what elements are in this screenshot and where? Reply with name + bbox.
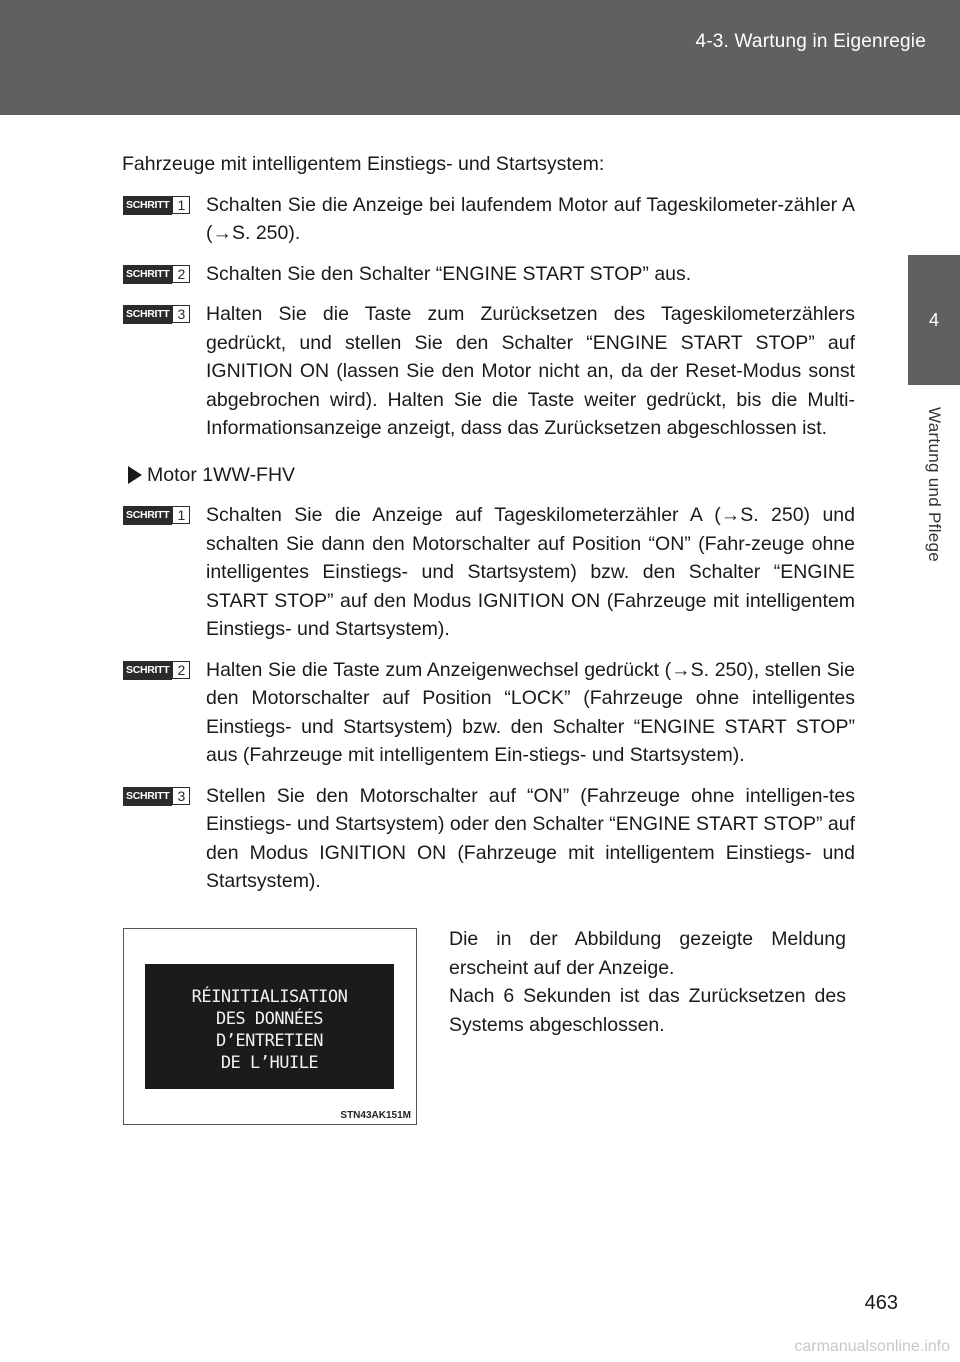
step-badge [123, 661, 190, 680]
step-badge-word: SCHRITT [123, 196, 172, 215]
step-badge-word: SCHRITT [123, 661, 172, 680]
step-text: Schalten Sie die Anzeige auf Tageskilometerzähler A (→S. 250) und schalten Sie dann den Motorschalter auf Position “ON” (Fahr-zeuge ohne intelligentes Einstiegs- und Startsystem) bzw. den Schalter “ENGINE START STOP” auf den Modus IGNITION ON (Fahrzeuge mit intelligentem Einstiegs- und Startsystem). [206, 504, 855, 640]
step-text: Stellen Sie den Motorschalter auf “ON” (Fahrzeuge ohne intelligen-tes Einstiegs- und Startsystem) oder den Schalter “ENGINE START STOP” auf den Modus IGNITION ON (Fahrzeuge mit intelligentem Einstiegs- und Startsystem). [206, 784, 855, 892]
chapter-side-tab [908, 115, 960, 1362]
step-badge-number: 3 [172, 787, 190, 805]
page-header [0, 0, 960, 115]
step-badge [123, 265, 190, 284]
display-line: DES DONNÉES [215, 1009, 324, 1029]
display-message [145, 986, 394, 1074]
display-line: D’ENTRETIEN [215, 1031, 324, 1051]
step-item [122, 191, 855, 248]
step-badge [123, 506, 190, 525]
display-screen [145, 964, 394, 1089]
step-item [122, 656, 855, 770]
step-badge-word: SCHRITT [123, 787, 172, 806]
section-label [128, 461, 855, 490]
step-badge-number: 3 [172, 305, 190, 323]
step-badge-word: SCHRITT [123, 265, 172, 284]
chapter-label [908, 390, 960, 580]
display-illustration [123, 928, 417, 1125]
step-badge-number: 1 [172, 506, 190, 524]
step-badge-word: SCHRITT [123, 305, 172, 324]
main-content [122, 150, 855, 908]
step-badge-number: 1 [172, 196, 190, 214]
step-badge-word: SCHRITT [123, 506, 172, 525]
step-badge [123, 305, 190, 324]
step-badge-number: 2 [172, 661, 190, 679]
figure-code: STN43AK151M [340, 1110, 411, 1121]
step-badge [123, 196, 190, 215]
step-text: Halten Sie die Taste zum Anzeigenwechsel gedrückt (→S. 250), stellen Sie den Motorschalter auf Position “LOCK” (Fahrzeuge ohne intelligentes Einstiegs- und Startsystem) bzw. den Schalter “ENGINE START STOP” aus (Fahrzeuge mit intelligentem Ein-stiegs- und Startsystem). [206, 658, 855, 766]
step-badge-number: 2 [172, 265, 190, 283]
step-text: Schalten Sie den Schalter “ENGINE START STOP” aus. [206, 262, 692, 285]
caption-paragraph: Nach 6 Sekunden ist das Zurücksetzen des Systems abgeschlossen. [449, 985, 846, 1036]
page-number: 463 [864, 1292, 898, 1314]
step-item [122, 501, 855, 644]
display-line: DE L’HUILE [220, 1053, 319, 1073]
chapter-label-text: Wartung und Pflege [925, 407, 944, 563]
section-label-text: Motor 1WW-FHV [147, 463, 296, 486]
step-item [122, 260, 855, 289]
display-line: RÉINITIALISATION [191, 987, 348, 1007]
watermark: carmanualsonline.info [794, 1338, 950, 1355]
intro-text: Fahrzeuge mit intelligentem Einstiegs- und Startsystem: [122, 153, 605, 175]
step-badge [123, 787, 190, 806]
step-item [122, 300, 855, 443]
section-title: 4-3. Wartung in Eigenregie [695, 31, 926, 52]
chapter-number: 4 [908, 255, 960, 385]
step-text: Schalten Sie die Anzeige bei laufendem Motor auf Tageskilometer-zähler A (→S. 250). [206, 193, 855, 244]
step-item [122, 782, 855, 896]
step-text: Halten Sie die Taste zum Zurücksetzen des Tageskilometerzählers gedrückt, und stellen Sie den Schalter “ENGINE START STOP” auf IGNITION ON (lassen Sie den Motor nicht an, da der Reset-Modus sonst abgebrochen wird). Halten Sie die Taste weiter gedrückt, bis die Multi-Informationsanzeige anzeigt, dass das Zurücksetzen abgeschlossen ist. [206, 303, 855, 439]
triangle-arrow-icon [128, 466, 142, 484]
figure-caption [449, 925, 846, 1039]
caption-paragraph: Die in der Abbildung gezeigte Meldung erscheint auf der Anzeige. [449, 928, 846, 979]
